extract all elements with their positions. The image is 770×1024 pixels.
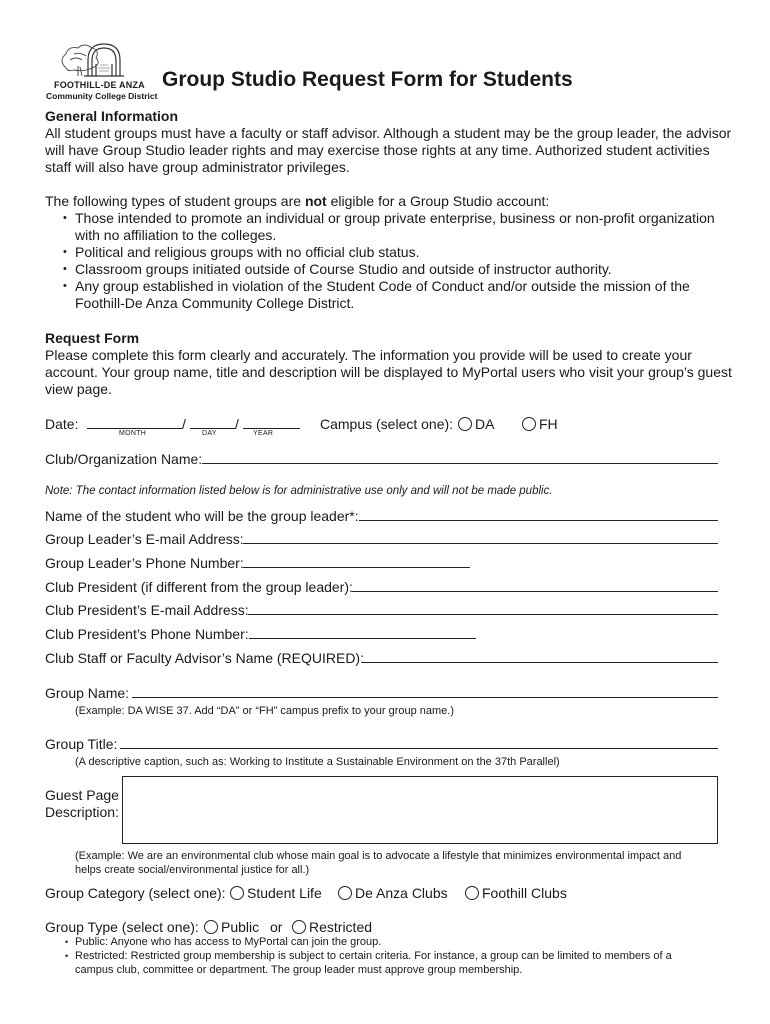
list-item: • Any group established in violation of the Student Code of Conduct and/or outside the mission of the Foothill-De Anza Community College District. bbox=[45, 278, 715, 312]
list-item: • Classroom groups initiated outside of Course Studio and outside of instructor authority. bbox=[45, 261, 715, 278]
advisor-label: Club Staff or Faculty Advisor’s Name (REQUIRED): bbox=[45, 650, 364, 666]
ineligible-intro: The following types of student groups are not eligible for a Group Studio account: bbox=[45, 193, 550, 209]
president-email-field[interactable] bbox=[248, 614, 718, 615]
radio-icon[interactable] bbox=[230, 886, 244, 900]
leader-name-field[interactable] bbox=[359, 520, 718, 521]
list-item: • Public: Anyone who has access to MyPortal can join the group. bbox=[45, 935, 672, 949]
guest-description-example: (Example: We are an environmental club whose main goal is to advocate a lifestyle that minimizes environmental impact and helps create social/environmental justice for all.) bbox=[75, 850, 682, 876]
day-caption: DAY bbox=[202, 430, 217, 437]
category-label: Group Category (select one): bbox=[45, 885, 226, 901]
request-intro: Please complete this form clearly and accurately. The information you provide will be used to create your account. Your group name, title and description will be displayed to MyPortal users who visit your group’s guest view page. bbox=[45, 347, 732, 397]
category-option-foothill-clubs[interactable]: Foothill Clubs bbox=[465, 885, 567, 902]
general-line: staff will also have group administrator privileges. bbox=[45, 159, 350, 175]
list-item: • Restricted: Restricted group membership is subject to certain criteria. For instance, a group can be limited to members of a campus club, committee or department. The group leader must approve group membership. bbox=[45, 949, 672, 977]
month-caption: MONTH bbox=[119, 430, 147, 437]
leader-phone-label: Group Leader’s Phone Number: bbox=[45, 555, 244, 571]
radio-icon[interactable] bbox=[204, 920, 218, 934]
type-or: or bbox=[270, 919, 283, 935]
category-option-student-life[interactable]: Student Life bbox=[230, 885, 322, 902]
ineligible-list bbox=[45, 210, 715, 312]
district-logo bbox=[44, 38, 156, 102]
leader-email-label: Group Leader’s E-mail Address: bbox=[45, 531, 244, 547]
list-item: • Those intended to promote an individual or group private enterprise, business or non-profit organization with no affiliation to the colleges. bbox=[45, 210, 715, 244]
date-separator: / bbox=[235, 416, 239, 432]
general-line: will have Group Studio leader rights and may exercise those rights at any time. Authorized student activities bbox=[45, 142, 710, 158]
radio-icon[interactable] bbox=[292, 920, 306, 934]
type-notes-list bbox=[45, 935, 672, 977]
logo-line2: Community College District bbox=[46, 91, 158, 101]
club-name-field[interactable] bbox=[202, 463, 718, 464]
campus-option-fh[interactable]: FH bbox=[522, 416, 558, 433]
radio-icon[interactable] bbox=[522, 417, 536, 431]
general-line: All student groups must have a faculty or staff advisor. Although a student may be the group leader, the advisor bbox=[45, 125, 732, 141]
president-field[interactable] bbox=[352, 591, 718, 592]
guest-description-label: Guest Page Description: bbox=[45, 787, 119, 820]
leader-phone-field[interactable] bbox=[243, 567, 470, 568]
request-heading: Request Form bbox=[45, 330, 140, 346]
group-title-label: Group Title: bbox=[45, 736, 118, 752]
date-day-field[interactable] bbox=[190, 428, 235, 429]
group-name-field[interactable] bbox=[132, 697, 718, 698]
list-item: • Political and religious groups with no official club status. bbox=[45, 244, 715, 261]
general-heading: General Information bbox=[45, 108, 179, 124]
privacy-note: Note: The contact information listed below is for administrative use only and will not be made public. bbox=[45, 485, 553, 497]
date-year-field[interactable] bbox=[243, 428, 300, 429]
date-label: Date: bbox=[45, 416, 79, 432]
advisor-field[interactable] bbox=[362, 662, 718, 663]
date-separator: / bbox=[182, 416, 186, 432]
radio-icon[interactable] bbox=[458, 417, 472, 431]
category-option-de-anza-clubs[interactable]: De Anza Clubs bbox=[338, 885, 448, 902]
radio-icon[interactable] bbox=[465, 886, 479, 900]
type-option-public[interactable]: Public bbox=[204, 919, 259, 936]
leader-name-label: Name of the student who will be the group leader*: bbox=[45, 508, 359, 524]
president-phone-field[interactable] bbox=[249, 638, 476, 639]
date-month-field[interactable] bbox=[87, 428, 182, 429]
campus-label: Campus (select one): bbox=[320, 416, 454, 432]
president-email-label: Club President’s E-mail Address: bbox=[45, 602, 249, 618]
leader-email-field[interactable] bbox=[243, 543, 718, 544]
group-title-example: (A descriptive caption, such as: Working to Institute a Sustainable Environment on the 37th Parallel) bbox=[75, 756, 560, 768]
type-option-restricted[interactable]: Restricted bbox=[292, 919, 372, 936]
general-paragraph bbox=[45, 125, 731, 176]
group-title-field[interactable] bbox=[120, 748, 718, 749]
year-caption: YEAR bbox=[253, 430, 274, 437]
radio-icon[interactable] bbox=[338, 886, 352, 900]
group-name-example: (Example: DA WISE 37. Add “DA” or “FH” campus prefix to your group name.) bbox=[75, 705, 455, 717]
logo-line1: FOOTHILL-DE ANZA bbox=[54, 80, 145, 90]
group-name-label: Group Name: bbox=[45, 685, 130, 701]
president-label: Club President (if different from the group leader): bbox=[45, 579, 353, 595]
page-title: Group Studio Request Form for Students bbox=[162, 68, 573, 91]
type-label: Group Type (select one): bbox=[45, 919, 199, 935]
club-name-label: Club/Organization Name: bbox=[45, 451, 203, 467]
president-phone-label: Club President’s Phone Number: bbox=[45, 626, 249, 642]
guest-description-textarea[interactable] bbox=[122, 776, 718, 844]
campus-option-da[interactable]: DA bbox=[458, 416, 494, 433]
tree-arch-logo-icon bbox=[44, 38, 156, 78]
